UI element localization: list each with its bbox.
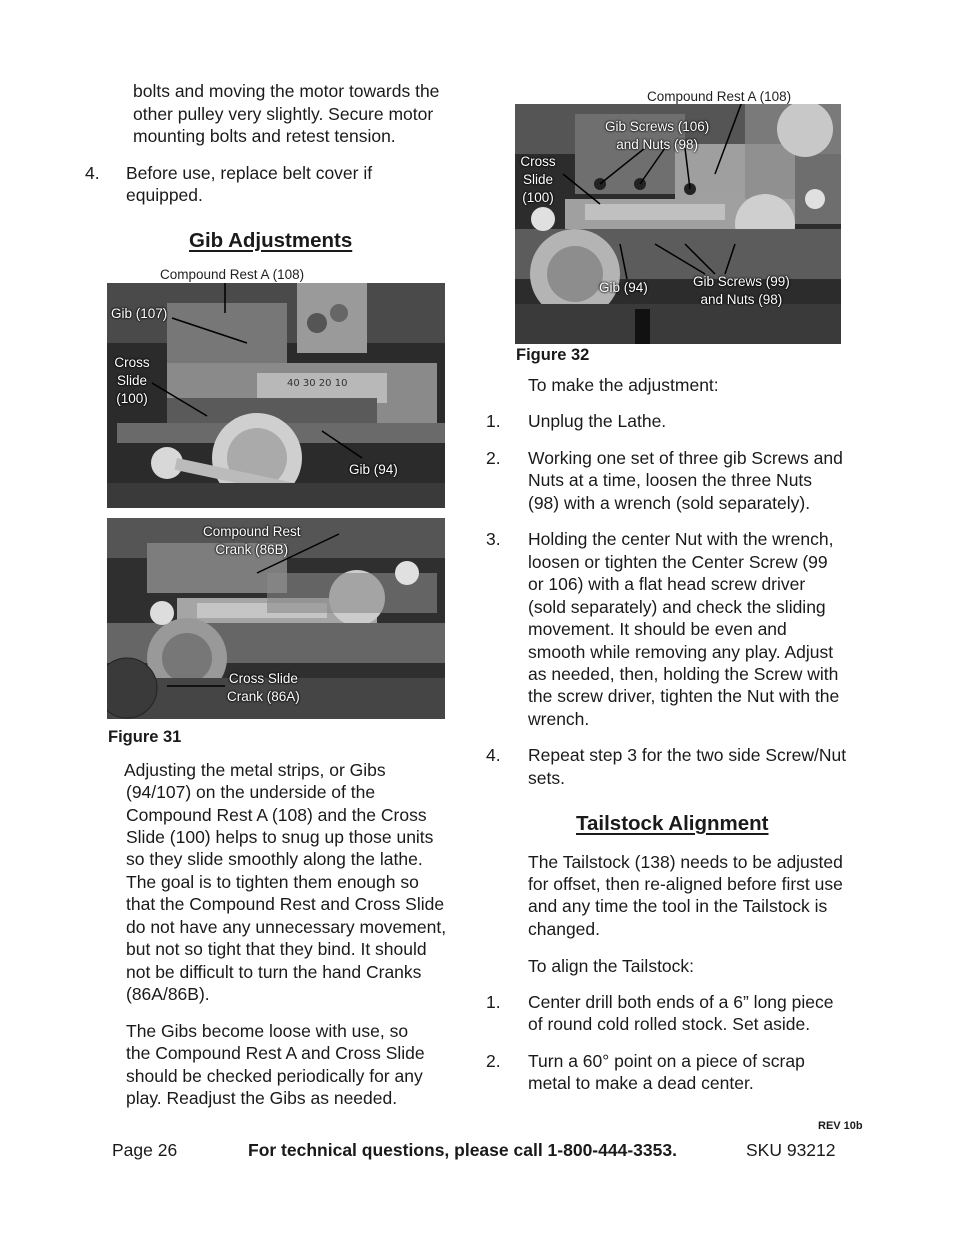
- callout-line: Slide: [522, 172, 554, 187]
- callout-gib-94-fig32: Gib (94): [599, 280, 648, 295]
- text-line: movement. It should be even and: [528, 619, 787, 639]
- text-line: Holding the center Nut with the wrench,: [528, 529, 834, 549]
- align-tailstock-intro: To align the Tailstock:: [528, 956, 695, 976]
- text-line: (86A/86B).: [126, 984, 210, 1004]
- tailstock-alignment-heading: Tailstock Alignment: [576, 812, 769, 835]
- text-line: not be difficult to turn the hand Cranks: [126, 962, 422, 982]
- callout-compound-crank: [203, 523, 301, 559]
- callout-line: and Nuts (98): [616, 137, 699, 152]
- text-line: Before use, replace belt cover if: [126, 163, 373, 183]
- text-line: The goal is to tighten them enough so: [126, 872, 419, 892]
- text-line: mounting bolts and retest tension.: [133, 126, 396, 146]
- text-line: Repeat step 3 for the two side Screw/Nut: [528, 745, 847, 765]
- step-number: 4.: [486, 745, 501, 765]
- text-line: metal to make a dead center.: [528, 1073, 754, 1093]
- text-line: Slide (100) helps to snug up those units: [126, 827, 434, 847]
- text-line: or 106) with a flat head screw driver: [528, 574, 806, 594]
- callout-gib-screws-99: [693, 273, 790, 309]
- step-number: 2.: [486, 448, 501, 468]
- step-number: 4.: [85, 163, 100, 183]
- callout-line: Cross Slide: [228, 671, 298, 686]
- callout-gib-screws-106: [605, 118, 709, 154]
- callout-gib-107: Gib (107): [111, 306, 168, 321]
- callout-compound-rest-fig32: Compound Rest A (108): [647, 89, 792, 104]
- callout-line: Crank (86B): [215, 542, 289, 557]
- text-line: the Compound Rest A and Cross Slide: [126, 1043, 425, 1063]
- figure-31-bottom-photo: [107, 518, 445, 719]
- text-line: The Tailstock (138) needs to be adjusted: [528, 852, 843, 872]
- text-line: should be checked periodically for any: [126, 1066, 423, 1086]
- step-number: 2.: [486, 1051, 501, 1071]
- text-line: The Gibs become loose with use, so: [126, 1021, 409, 1041]
- text-line: Working one set of three gib Screws and: [528, 448, 843, 468]
- callout-cross-slide-fig32: [515, 153, 561, 207]
- step-number: 1.: [486, 411, 501, 431]
- svg-text:40 30 20 10: 40 30 20 10: [287, 378, 348, 389]
- text-line: Unplug the Lathe.: [528, 411, 667, 431]
- text-line: but not so tight that they bind. It should: [126, 939, 427, 959]
- text-line: the screw driver, tighten the Nut with the: [528, 686, 840, 706]
- text-line: for offset, then re-aligned before first use: [528, 874, 843, 894]
- text-line: (sold separately) and check the sliding: [528, 597, 826, 617]
- text-line: that the Compound Rest and Cross Slide: [126, 894, 445, 914]
- callout-gib-94: Gib (94): [349, 462, 398, 477]
- text-line: Nuts at a time, loosen the three Nuts: [528, 470, 813, 490]
- callout-line: Slide: [116, 373, 148, 388]
- figure-32-label: Figure 32: [516, 346, 590, 364]
- text-line: play. Readjust the Gibs as needed.: [126, 1088, 398, 1108]
- text-line: wrench.: [528, 709, 590, 729]
- text-line: bolts and moving the motor towards the: [133, 81, 440, 101]
- step-number: 3.: [486, 529, 501, 549]
- figure-31-top-photo: [107, 283, 445, 508]
- make-adjustment-intro: To make the adjustment:: [528, 375, 719, 395]
- text-line: so they slide smoothly along the lathe.: [126, 849, 423, 869]
- callout-line: and Nuts (98): [700, 292, 783, 307]
- callout-line: Cross: [114, 355, 150, 370]
- text-line: smooth while removing any play. Adjust: [528, 642, 834, 662]
- text-line: do not have any unnecessary movement,: [126, 917, 447, 937]
- text-line: (98) with a wrench (sold separately).: [528, 493, 811, 513]
- step-number: 1.: [486, 992, 501, 1012]
- figure-32-photo: [515, 104, 841, 344]
- callout-line: Gib Screws (99): [693, 274, 790, 289]
- text-line: sets.: [528, 768, 565, 788]
- text-line: Center drill both ends of a 6” long piece: [528, 992, 834, 1012]
- callout-line: Gib Screws (106): [605, 119, 710, 134]
- text-line: loosen or tighten the Center Screw (99: [528, 552, 828, 572]
- callout-line: Crank (86A): [227, 689, 300, 704]
- gib-adjustments-heading: Gib Adjustments: [189, 229, 353, 252]
- callout-cross-crank: [227, 670, 300, 706]
- text-line: Compound Rest A (108) and the Cross: [126, 805, 427, 825]
- text-line: Turn a 60° point on a piece of scrap: [528, 1051, 805, 1071]
- callout-line: Compound Rest: [203, 524, 301, 539]
- sku-number: SKU 93212: [746, 1140, 836, 1160]
- text-line: changed.: [528, 919, 601, 939]
- text-line: of round cold rolled stock. Set aside.: [528, 1014, 811, 1034]
- callout-line: (100): [116, 391, 148, 406]
- text-line: (94/107) on the underside of the: [126, 782, 376, 802]
- text-line: other pulley very slightly. Secure motor: [133, 104, 434, 124]
- callout-cross-slide: [109, 354, 155, 408]
- callout-compound-rest: Compound Rest A (108): [160, 267, 305, 282]
- figure-31-label: Figure 31: [108, 728, 182, 746]
- text-line: Adjusting the metal strips, or Gibs: [124, 760, 386, 780]
- text-line: and any time the tool in the Tailstock is: [528, 896, 828, 916]
- callout-line: Cross: [520, 154, 556, 169]
- revision-tag: REV 10b: [818, 1120, 863, 1132]
- callout-line: (100): [522, 190, 554, 205]
- text-line: equipped.: [126, 185, 203, 205]
- text-line: as needed, then, holding the Screw with: [528, 664, 839, 684]
- tech-support-line: For technical questions, please call 1-800-444-3353.: [248, 1140, 677, 1160]
- page-number: Page 26: [112, 1140, 178, 1160]
